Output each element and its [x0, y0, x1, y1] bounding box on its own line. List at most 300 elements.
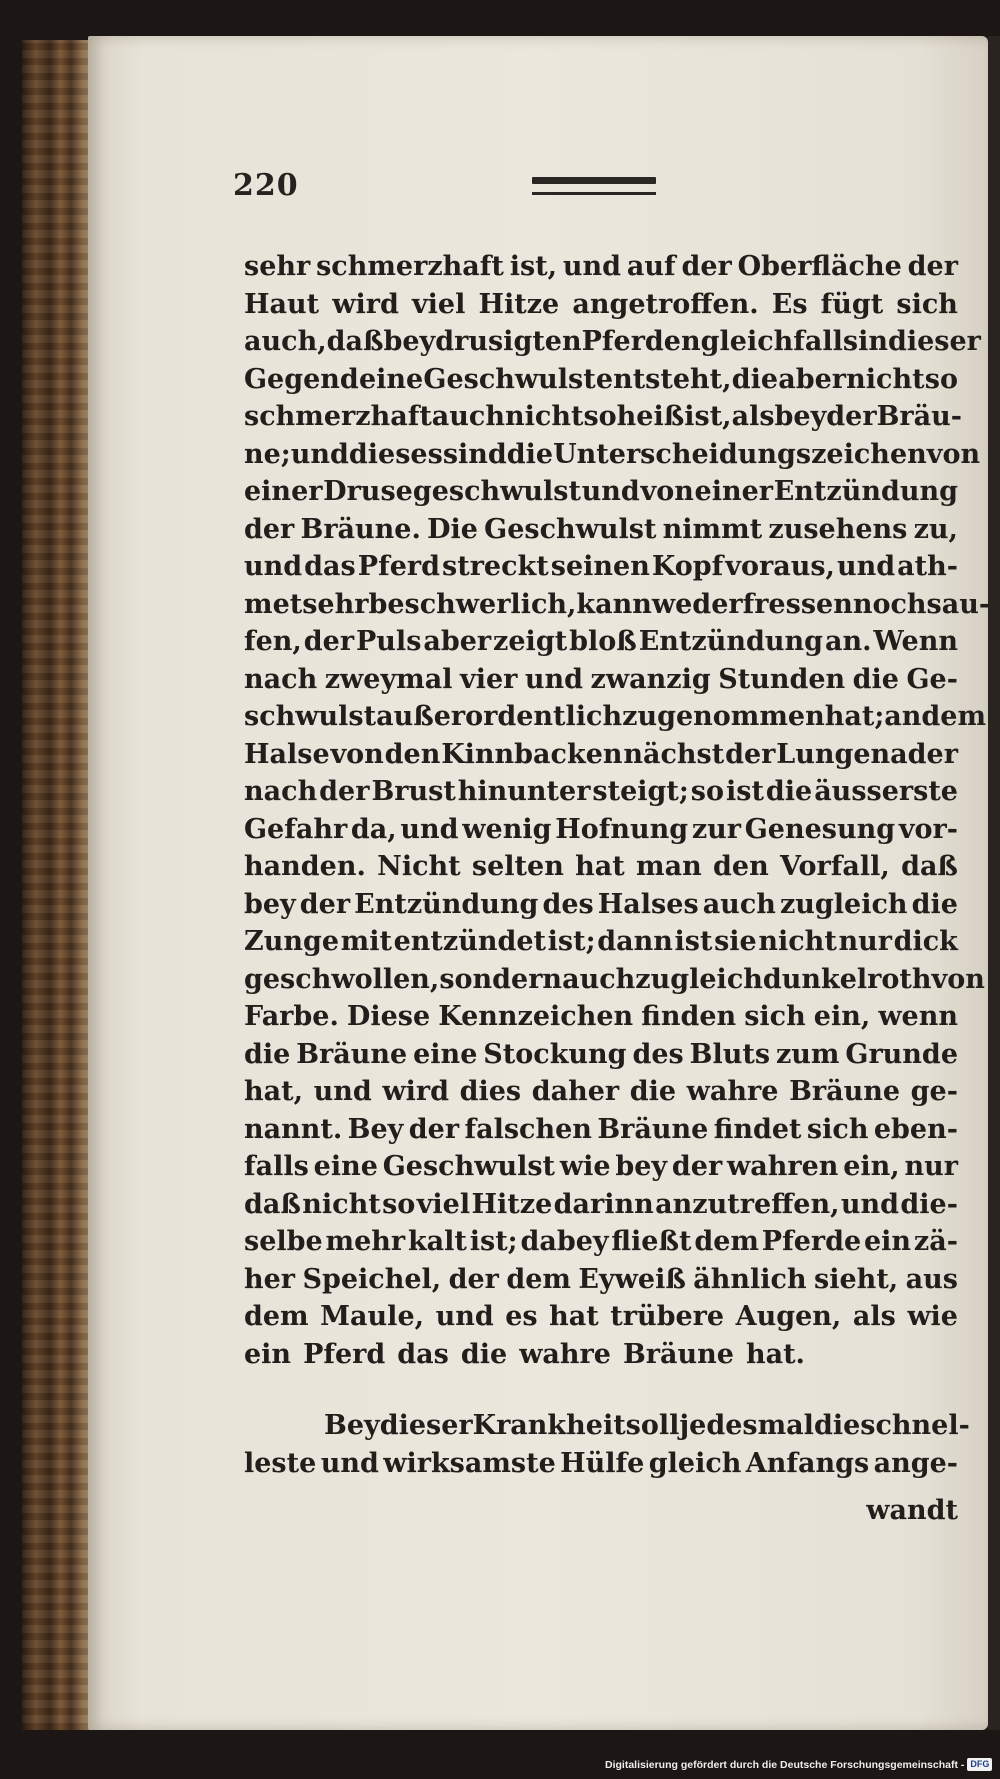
word: so — [583, 401, 617, 432]
word: hat. — [745, 1338, 805, 1370]
text-line — [244, 248, 958, 286]
word: gleichfalls — [700, 326, 859, 357]
word: Maule, — [320, 1301, 425, 1332]
text-line — [244, 1036, 958, 1074]
word: viel — [411, 288, 466, 320]
word: zugenommen — [622, 701, 825, 732]
word: die — [629, 1076, 677, 1107]
text-line — [244, 1261, 958, 1299]
word: sich — [806, 1113, 869, 1145]
word: Stockung — [483, 1038, 627, 1070]
word: schmerzhaft — [316, 251, 504, 282]
word: Farbe. — [244, 1001, 339, 1032]
dfg-logo: DFG — [967, 1758, 992, 1771]
word: aber — [423, 626, 492, 657]
word: Wenn — [873, 626, 958, 657]
word: daß — [244, 1188, 301, 1220]
word: die — [911, 888, 958, 920]
word: her — [244, 1263, 296, 1295]
word: und — [581, 476, 640, 507]
word: von — [931, 963, 985, 995]
word: zu, — [913, 513, 958, 545]
word: sondern — [439, 963, 563, 995]
word: Lungenader — [776, 738, 958, 770]
text-line — [244, 1407, 970, 1445]
word: steigt; — [592, 776, 689, 807]
page-right-edge — [988, 36, 1000, 1730]
word: äusserste — [814, 776, 958, 807]
word: ath- — [897, 551, 958, 582]
word: trübere — [610, 1301, 725, 1332]
word: mehr — [325, 1226, 406, 1257]
word: sau- — [926, 588, 991, 620]
word: und — [320, 1447, 379, 1479]
word: Geschwulst — [382, 1151, 556, 1182]
word: vor- — [898, 813, 958, 845]
word: wie — [907, 1301, 958, 1332]
text-line — [244, 361, 958, 399]
text-line — [244, 1223, 958, 1261]
word: dick — [893, 926, 958, 957]
word: von — [330, 738, 384, 770]
word: auf — [626, 251, 676, 282]
word: Bräu- — [876, 401, 962, 432]
word: als — [731, 401, 775, 432]
word: hinunter — [457, 776, 591, 807]
word: ist, — [684, 401, 732, 432]
text-line — [244, 548, 958, 586]
word: Bluts — [689, 1038, 771, 1070]
word: daher — [531, 1076, 620, 1107]
word: seinen — [550, 551, 650, 582]
word: gleich — [648, 1447, 742, 1479]
catchword: wandt — [866, 1495, 958, 1526]
book-spine-edge — [22, 40, 92, 1730]
word: dabey — [520, 1226, 609, 1257]
word: der — [303, 626, 355, 657]
word: der — [907, 251, 958, 282]
word: auch — [431, 401, 505, 432]
word: bloß — [569, 626, 637, 657]
word: ein — [244, 1338, 292, 1370]
word: so — [924, 363, 958, 395]
word: dem — [694, 1226, 759, 1257]
word: hat — [575, 851, 625, 882]
word: die — [731, 363, 779, 395]
word: sie — [714, 926, 757, 957]
word: von — [640, 476, 694, 507]
word: der — [826, 401, 877, 432]
word: des — [632, 1038, 684, 1070]
word: Gefahr — [244, 813, 348, 845]
word: noch — [852, 588, 927, 620]
word: Gegend — [244, 363, 359, 395]
word: das — [397, 1338, 449, 1370]
word: Bräune — [296, 1038, 408, 1070]
word: Ge- — [906, 663, 958, 695]
word: die — [852, 663, 899, 695]
word: nach — [244, 776, 318, 807]
word: sich — [744, 1001, 806, 1032]
word: zugleich — [779, 888, 908, 920]
word: Brust — [371, 776, 456, 807]
text-line — [244, 886, 958, 924]
word: ne; — [244, 438, 291, 470]
word: nicht — [302, 1188, 381, 1220]
word: bey — [383, 326, 436, 357]
text-line — [244, 1298, 958, 1336]
word: dieser — [887, 326, 981, 357]
word: Bräune — [597, 1113, 709, 1145]
word: met — [244, 588, 303, 620]
word: nicht — [505, 401, 584, 432]
word: daß — [326, 326, 384, 357]
word: vier — [460, 663, 518, 695]
word: Anfangs — [745, 1447, 870, 1479]
word: nur — [838, 926, 892, 957]
text-line — [244, 473, 958, 511]
word: Grunde — [845, 1038, 958, 1070]
word: und — [244, 551, 303, 582]
word: Entzündung — [773, 476, 958, 507]
word: Bey — [347, 1113, 404, 1145]
word: Vorfall, — [780, 851, 890, 882]
word: ein, — [843, 1151, 900, 1182]
word: bey — [244, 888, 296, 920]
word: wenn — [878, 1001, 958, 1032]
word: viel — [416, 1188, 471, 1220]
word: ge- — [910, 1076, 958, 1107]
word: der — [671, 1151, 723, 1182]
text-line — [244, 811, 958, 849]
digitization-credit — [605, 1758, 992, 1771]
word: der — [681, 251, 732, 282]
word: hat — [549, 1301, 599, 1332]
word: Bräune — [622, 1338, 734, 1370]
text-line — [244, 1111, 958, 1149]
word: zur — [691, 813, 742, 845]
word: sieht, — [814, 1263, 899, 1295]
word: ist — [674, 926, 713, 957]
text-line — [244, 698, 987, 736]
word: schnel- — [860, 1410, 970, 1441]
word: fügt — [820, 288, 884, 320]
word: auch — [702, 888, 776, 920]
word: findet — [713, 1113, 802, 1145]
word: handen. — [244, 851, 366, 882]
word: der — [244, 513, 295, 545]
word: Hitze — [471, 1188, 553, 1220]
word: hat, — [244, 1076, 303, 1107]
word: Pferden — [581, 326, 701, 357]
word: beschwerlich, — [368, 588, 577, 620]
text-line — [244, 436, 981, 474]
word: Bräune. — [300, 513, 421, 545]
word: Oberfläche — [737, 251, 902, 282]
word: und — [836, 551, 896, 582]
word: Zunge — [244, 926, 340, 957]
word: ist; — [547, 926, 596, 957]
word: wenig — [462, 813, 552, 845]
word: die — [813, 1410, 861, 1441]
word: Hitze — [478, 288, 560, 320]
word: Unterscheidungszeichen — [553, 438, 927, 470]
word: Stunden — [718, 663, 846, 695]
word: Es — [771, 288, 808, 320]
word: dem — [921, 701, 987, 732]
word: der — [299, 888, 351, 920]
word: Augen, — [735, 1301, 842, 1332]
word: geschwollen, — [244, 963, 440, 995]
word: und — [524, 663, 584, 695]
text-line — [244, 1336, 958, 1374]
word: zweymal — [324, 663, 453, 695]
word: aber — [778, 363, 846, 395]
word: sind — [442, 438, 507, 470]
word: ange- — [873, 1447, 958, 1479]
word: dem — [244, 1301, 309, 1332]
word: in — [858, 326, 888, 357]
word: streckt — [442, 551, 549, 582]
word: Entzündung — [638, 626, 824, 657]
word: an. — [824, 626, 872, 657]
word: zusehens — [768, 513, 908, 545]
word: falls — [244, 1151, 309, 1182]
word: drusigten — [435, 326, 582, 357]
word: Entzündung — [354, 888, 539, 920]
text-line — [244, 923, 958, 961]
word: Eyweiß — [578, 1263, 686, 1295]
word: zeigt — [493, 626, 568, 657]
text-line — [244, 736, 958, 774]
word: fressen — [742, 588, 853, 620]
word: daß — [901, 851, 958, 882]
word: nicht — [758, 926, 837, 957]
word: wird — [332, 288, 399, 320]
header-rule-thick — [532, 177, 656, 184]
word: mit — [340, 926, 392, 957]
word: wahre — [519, 1338, 611, 1370]
text-line — [244, 961, 985, 999]
word: Pferd — [357, 551, 440, 582]
word: darinn — [553, 1188, 654, 1220]
word: wahre — [686, 1076, 779, 1107]
word: sehr — [244, 251, 311, 282]
word: nur — [904, 1151, 958, 1182]
word: Drusegeschwulst — [323, 476, 581, 507]
text-line — [244, 661, 958, 699]
word: Hofnung — [555, 813, 689, 845]
body-text — [244, 248, 991, 1482]
word: so — [690, 776, 725, 807]
word: die- — [900, 1188, 958, 1220]
text-line — [244, 773, 958, 811]
word: und — [400, 813, 459, 845]
word: Geschwulst — [423, 363, 596, 395]
word: aus — [905, 1263, 958, 1295]
word: eben- — [873, 1113, 958, 1145]
word: ein, — [813, 1001, 871, 1032]
word: es — [505, 1301, 538, 1332]
page-number: 220 — [233, 168, 299, 203]
word: Halse — [244, 738, 330, 770]
word: jedesmal — [679, 1410, 814, 1441]
text-line — [244, 1445, 958, 1483]
word: dieser — [379, 1410, 473, 1441]
word: Pferd — [303, 1338, 386, 1370]
word: und — [435, 1301, 494, 1332]
word: entsteht, — [595, 363, 732, 395]
word: selten — [471, 851, 564, 882]
word: auch, — [244, 326, 327, 357]
word: die — [765, 776, 813, 807]
word: der — [448, 1263, 499, 1295]
credit-text: Digitalisierung gefördert durch die Deutsche Forschungsgemeinschaft - — [605, 1758, 965, 1771]
word: bey — [774, 401, 827, 432]
word: Pferde — [761, 1226, 862, 1257]
word: soll — [625, 1410, 680, 1441]
text-line — [244, 1148, 958, 1186]
word: Kinnbacken — [441, 738, 623, 770]
text-line — [244, 286, 958, 324]
text-line — [244, 1186, 958, 1224]
word: selbe — [244, 1226, 323, 1257]
text-line — [244, 1073, 958, 1111]
word: sehr — [302, 588, 369, 620]
word: auch — [562, 963, 636, 995]
word: und — [562, 251, 622, 282]
word: schwulst — [244, 701, 377, 732]
word: einer — [244, 476, 323, 507]
word: Speichel, — [302, 1263, 442, 1295]
word: voraus, — [725, 551, 835, 582]
word: Haut — [244, 288, 320, 320]
text-line — [244, 323, 981, 361]
word: finden — [641, 1001, 737, 1032]
word: Puls — [356, 626, 422, 657]
word: und — [290, 438, 349, 470]
word: dann — [597, 926, 673, 957]
word: wie — [559, 1151, 611, 1182]
word: kann — [576, 588, 652, 620]
word: wirksamste — [383, 1447, 556, 1479]
word: ähnlich — [693, 1263, 807, 1295]
word: kalt — [407, 1226, 467, 1257]
word: Die — [427, 513, 478, 545]
word: angetroffen. — [572, 288, 759, 320]
word: als — [852, 1301, 896, 1332]
word: hat; — [824, 701, 885, 732]
word: weder — [651, 588, 743, 620]
word: einer — [694, 476, 773, 507]
word: sich — [896, 288, 958, 320]
word: Diese — [346, 1001, 431, 1032]
word: zä- — [913, 1226, 958, 1257]
word: nicht — [846, 363, 925, 395]
word: bey — [615, 1151, 668, 1182]
word: Nicht — [377, 851, 461, 882]
word: fließt — [611, 1226, 692, 1257]
word: da, — [350, 813, 397, 845]
word: nannt. — [244, 1113, 343, 1145]
word: der — [408, 1113, 460, 1145]
header-rule-thin — [532, 192, 656, 195]
word: nimmt — [662, 513, 763, 545]
word: heiß — [616, 401, 685, 432]
text-line — [244, 398, 962, 436]
word: dunkelroth — [762, 963, 932, 995]
word: man — [636, 851, 702, 882]
word: eine — [413, 1038, 478, 1070]
header-rule — [532, 177, 656, 195]
word: falschen — [464, 1113, 592, 1145]
word: der — [319, 776, 370, 807]
word: eine — [313, 1151, 378, 1182]
word: Kopf — [651, 551, 724, 582]
word: Geschwulst — [484, 513, 657, 545]
word: eine — [358, 363, 424, 395]
word: die — [506, 438, 554, 470]
text-line — [244, 623, 958, 661]
word: die — [460, 1338, 508, 1370]
word: leste — [244, 1447, 317, 1479]
word: das — [304, 551, 356, 582]
word: zugleich — [635, 963, 763, 995]
word: so — [382, 1188, 416, 1220]
word: ist; — [469, 1226, 518, 1257]
word: an — [884, 701, 922, 732]
word: der — [725, 738, 776, 770]
word: anzutreffen, — [655, 1188, 840, 1220]
word: wahren — [727, 1151, 839, 1182]
word: ein — [864, 1226, 912, 1257]
word: dem — [506, 1263, 571, 1295]
word: Bey — [324, 1410, 380, 1441]
text-line — [244, 586, 991, 624]
word: und — [313, 1076, 372, 1107]
paragraph-1 — [244, 248, 991, 1373]
text-line — [244, 511, 958, 549]
paragraph-2 — [244, 1407, 970, 1482]
word: schmerzhaft — [244, 401, 432, 432]
word: dieses — [348, 438, 443, 470]
word: ist — [725, 776, 764, 807]
word: die — [244, 1038, 291, 1070]
word: und — [840, 1188, 900, 1220]
word: des — [542, 888, 594, 920]
word: den — [713, 851, 769, 882]
word: Krankheit — [472, 1410, 626, 1441]
word: von — [926, 438, 981, 470]
word: den — [384, 738, 441, 770]
word: fen, — [244, 626, 302, 657]
text-line — [244, 998, 958, 1036]
word: ist, — [509, 251, 558, 282]
word: wird — [382, 1076, 449, 1107]
word: außerordentlich — [376, 701, 623, 732]
text-line — [244, 848, 958, 886]
word: Genesung — [744, 813, 896, 845]
word: dies — [459, 1076, 522, 1107]
word: zum — [775, 1038, 840, 1070]
word: nächst — [623, 738, 725, 770]
word: entzündet — [393, 926, 547, 957]
word: zwanzig — [590, 663, 711, 695]
word: nach — [244, 663, 318, 695]
word: Kennzeichen — [438, 1001, 634, 1032]
word: Bräune — [789, 1076, 901, 1107]
word: Halses — [597, 888, 699, 920]
